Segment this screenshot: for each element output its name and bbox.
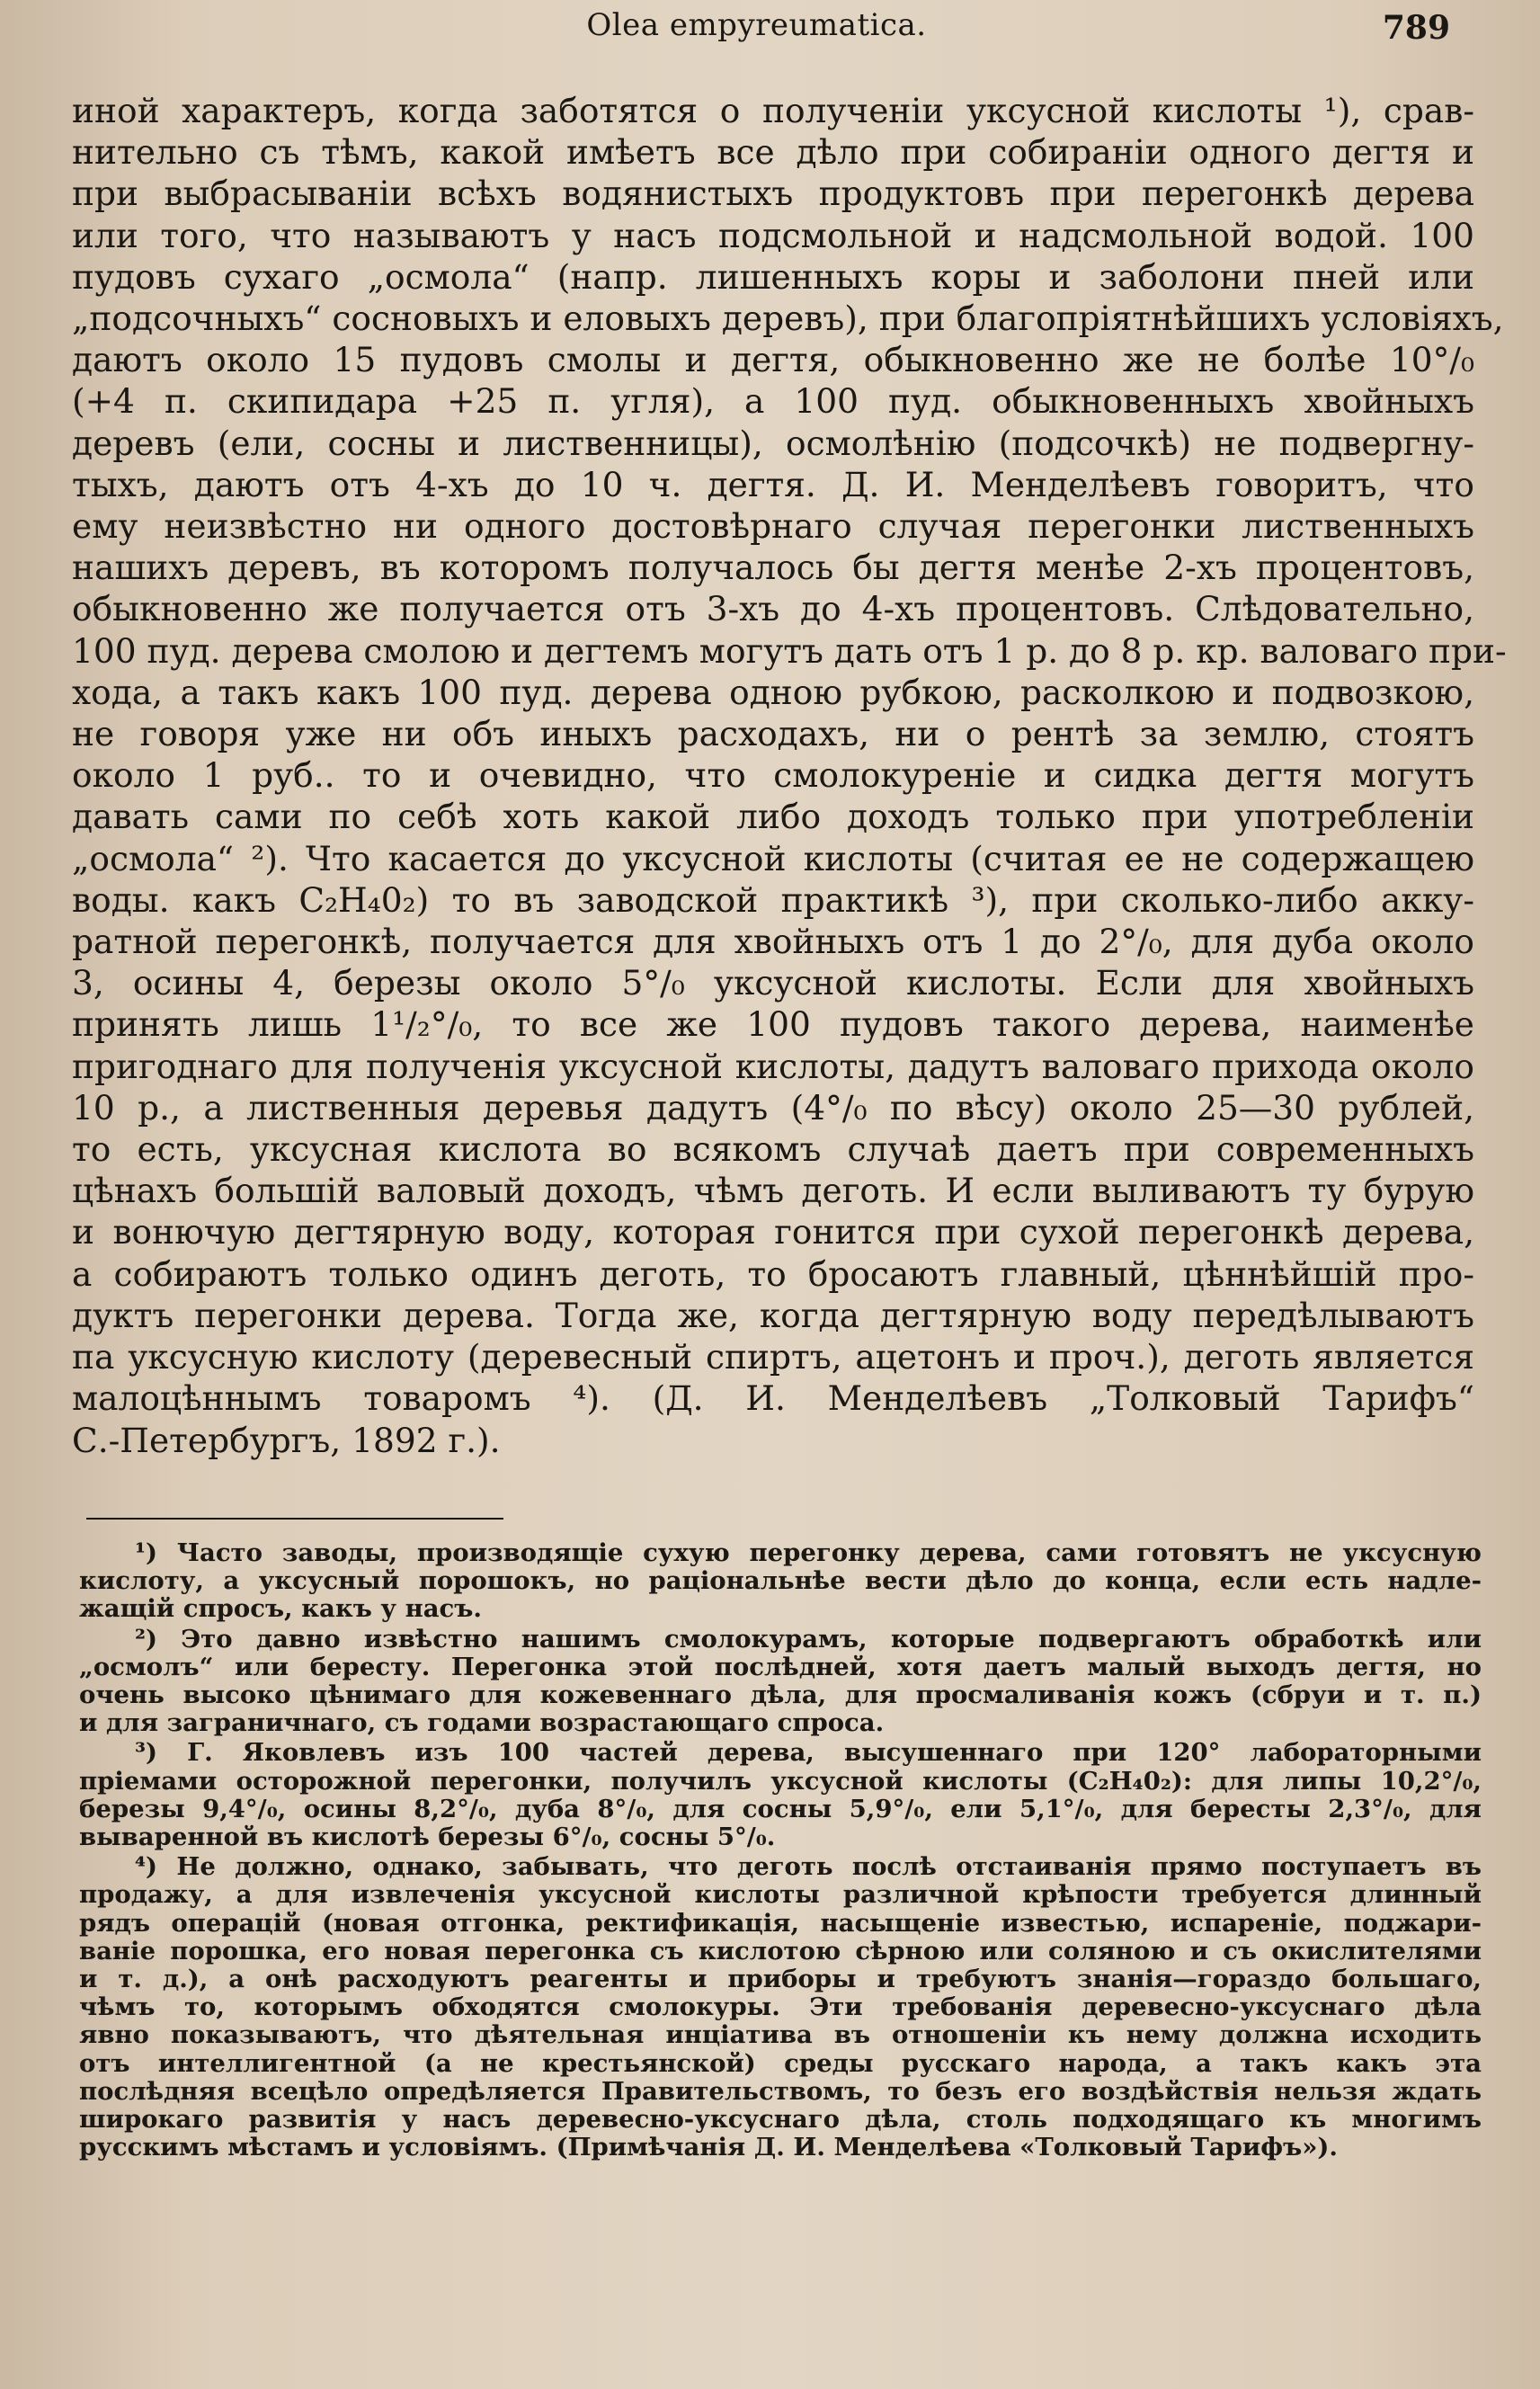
footnote-line: русскимъ мѣстамъ и условіямъ. (Примѣчанія Д. И. Менделѣева «Толковый Тарифъ»). (79, 2133, 1338, 2162)
text-line: „осмола“ ²). Что касается до уксусной кислоты (считая ее не содержащею (72, 838, 1474, 878)
text-line: 10 р., а лиственныя деревья дадутъ (4°/₀ по вѣсу) около 25—30 рублей, (72, 1087, 1474, 1128)
text-line: нительно съ тѣмъ, какой имѣетъ все дѣло при собираніи одного дегтя и (72, 132, 1474, 173)
page-number: 789 (1382, 9, 1450, 47)
text-line: при выбрасываніи всѣхъ водянистыхъ продуктовъ при перегонкѣ дерева (72, 174, 1474, 214)
text-line: пудовъ сухаго „осмола“ (напр. лишенныхъ коры и заболони пней или (72, 256, 1474, 297)
text-line: и вонючую дегтярную воду, которая гонится при сухой перегонкѣ дерева, (72, 1212, 1474, 1252)
footnote-divider (86, 1518, 503, 1520)
text-line: С.-Петербургъ, 1892 г.). (72, 1420, 501, 1460)
text-line: ему неизвѣстно ни одного достовѣрнаго случая перегонки лиственныхъ (72, 506, 1474, 547)
text-line: около 1 руб.. то и очевидно, что смолокуреніе и сидка дегтя могутъ (72, 755, 1474, 796)
footnote-line: вываренной въ кислотѣ березы 6°/₀, сосны 5°/₀. (79, 1823, 776, 1852)
text-line: а собираютъ только одинъ деготь, то бросаютъ главный, цѣннѣйшій про- (72, 1253, 1474, 1294)
footnote-line: пріемами осторожной перегонки, получилъ уксусной кислоты (C₂H₄0₂): для липы 10,2°/₀, (79, 1766, 1482, 1796)
text-line: воды. какъ C₂H₄0₂) то въ заводской практикѣ ³), при сколько-либо акку- (72, 879, 1474, 920)
text-line: пригоднаго для полученія уксусной кислоты, дадутъ валоваго прихода около (72, 1046, 1474, 1086)
footnote-line: очень высоко цѣнимаго для кожевеннаго дѣла, для просмаливанія кожъ (сбруи и т. п.) (79, 1680, 1482, 1710)
footnote-line: ²) Это давно извѣстно нашимъ смолокурамъ, которые подвергаютъ обработкѣ или (135, 1624, 1482, 1654)
footnote-line: продажу, а для извлеченія уксусной кислоты различной крѣпости требуется длинный (79, 1880, 1482, 1910)
text-line: дуктъ перегонки дерева. Тогда же, когда дегтярную воду передѣлываютъ (72, 1295, 1474, 1335)
text-line: (+4 п. скипидара +25 п. угля), а 100 пуд. обыкновенныхъ хвойныхъ (72, 381, 1474, 422)
footnote-2 (79, 1626, 1482, 1738)
text-line: 3, осины 4, березы около 5°/₀ уксусной кислоты. Если для хвойныхъ (72, 963, 1474, 1003)
text-line: или того, что называютъ у насъ подсмольной и надсмольной водой. 100 (72, 215, 1474, 255)
text-line: деревъ (ели, сосны и лиственницы), осмолѣнію (подсочкѣ) не подвергну- (72, 423, 1474, 463)
text-line: обыкновенно же получается отъ 3-хъ до 4-хъ процентовъ. Слѣдовательно, (72, 589, 1474, 629)
footnote-line: и для заграничнаго, съ годами возрастающаго спроса. (79, 1708, 885, 1738)
footnote-1 (79, 1539, 1482, 1624)
footnote-line: березы 9,4°/₀, осины 8,2°/₀, дуба 8°/₀, для сосны 5,9°/₀, ели 5,1°/₀, для бересты 2,3°/₀, для (79, 1794, 1482, 1823)
text-line: хода, а такъ какъ 100 пуд. дерева одною рубкою, расколкою и подвозкою, (72, 672, 1474, 712)
text-line: „подсочныхъ“ сосновыхъ и еловыхъ деревъ), при благопріятнѣйшихъ условіяхъ, (72, 299, 1504, 339)
footnote-line: кислоту, а уксусный порошокъ, но раціональнѣе вести дѣло до конца, если есть надле- (79, 1566, 1482, 1596)
footnote-3 (79, 1739, 1482, 1851)
main-text (72, 90, 1507, 1461)
footnote-line: явно показываютъ, что дѣятельная инціатива въ отношеніи къ нему должна исходить (79, 2020, 1482, 2050)
text-line: цѣнахъ большій валовый доходъ, чѣмъ деготь. И если выливаютъ ту бурую (72, 1171, 1474, 1211)
text-line: па уксусную кислоту (деревесный спиртъ, ацетонъ и проч.), деготь является (72, 1337, 1474, 1377)
footnote-line: ¹) Часто заводы, производящіе сухую перегонку дерева, сами готовятъ не уксусную (135, 1538, 1482, 1567)
text-line: ратной перегонкѣ, получается для хвойныхъ отъ 1 до 2°/₀, для дуба около (72, 922, 1474, 962)
footnote-line: и т. д.), а онѣ расходуютъ реагенты и приборы и требуютъ знанія—гораздо большаго, (79, 1965, 1482, 1994)
text-line: малоцѣннымъ товаромъ ⁴). (Д. И. Менделѣевъ „Толковый Тарифъ“ (72, 1378, 1474, 1419)
text-line: не говоря уже ни объ иныхъ расходахъ, ни о рентѣ за землю, стоятъ (72, 714, 1474, 754)
text-line: 100 пуд. дерева смолою и дегтемъ могутъ дать отъ 1 р. до 8 р. кр. валоваго при- (72, 630, 1507, 671)
text-line: тыхъ, даютъ отъ 4-хъ до 10 ч. дегтя. Д. И. Менделѣевъ говоритъ, что (72, 464, 1474, 504)
footnote-4 (79, 1853, 1482, 2162)
text-line: принять лишь 1¹/₂°/₀, то все же 100 пудовъ такого дерева, наименѣе (72, 1004, 1474, 1045)
running-title: Olea empyreumatica. (586, 7, 927, 43)
footnote-line: широкаго развитія у насъ деревесно-уксуснаго дѣла, столь подходящаго къ многимъ (79, 2105, 1482, 2135)
footnote-line: жащій спросъ, какъ у насъ. (79, 1594, 482, 1624)
footnote-line: отъ интеллигентной (а не крестьянской) среды русскаго народа, а такъ какъ эта (79, 2048, 1482, 2078)
footnote-line: чѣмъ то, которымъ обходятся смолокуры. Эти требованія деревесно-уксуснаго дѣла (79, 1992, 1482, 2022)
footnote-line: послѣдняя всецѣло опредѣляется Правительствомъ, то безъ его воздѣйствія нельзя ждать (79, 2076, 1482, 2106)
text-line: даютъ около 15 пудовъ смолы и дегтя, обыкновенно же не болѣе 10°/₀ (72, 340, 1474, 380)
footnote-line: ⁴) Не должно, однако, забывать, что деготь послѣ отстаиванія прямо поступаетъ въ (135, 1852, 1482, 1882)
text-line: иной характеръ, когда заботятся о полученіи уксусной кислоты ¹), срав- (72, 91, 1474, 130)
footnote-line: ваніе порошка, его новая перегонка съ кислотою сѣрною или соляною и съ окислителями (79, 1936, 1482, 1966)
text-line: нашихъ деревъ, въ которомъ получалось бы дегтя менѣе 2-хъ процентовъ, (72, 548, 1474, 588)
footnotes (79, 1539, 1482, 2163)
page-header (63, 7, 1450, 47)
text-line: давать сами по себѣ хоть какой либо доходъ только при употребленіи (72, 797, 1474, 837)
footnote-line: рядъ операцій (новая отгонка, ректификація, насыщеніе известью, испареніе, поджари- (79, 1908, 1482, 1938)
footnote-line: „осмолъ“ или бересту. Перегонка этой послѣдней, хотя даетъ малый выходъ дегтя, но (79, 1652, 1482, 1681)
text-line: то есть, уксусная кислота во всякомъ случаѣ даетъ при современныхъ (72, 1129, 1474, 1170)
footnote-line: ³) Г. Яковлевъ изъ 100 частей дерева, высушеннаго при 120° лабораторными (135, 1738, 1482, 1768)
